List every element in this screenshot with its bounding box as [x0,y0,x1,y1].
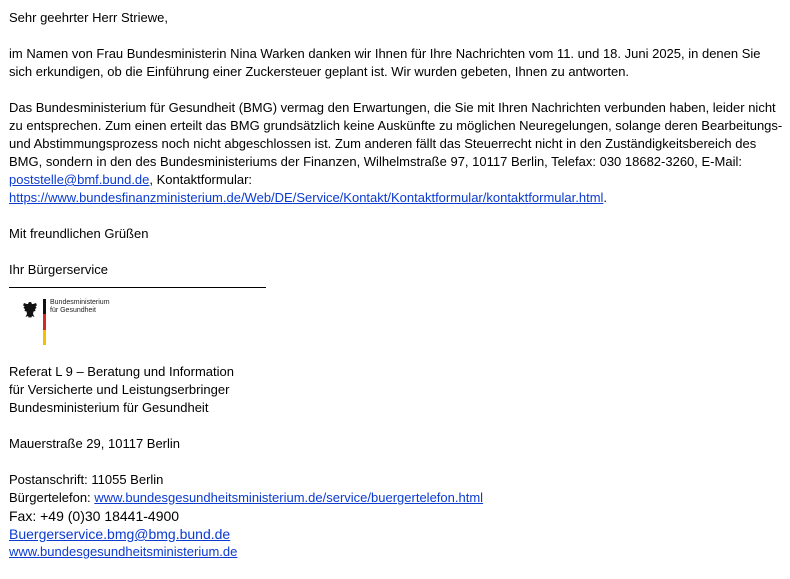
contact-form-link[interactable]: https://www.bundesfinanzministerium.de/Web/DE/Service/Kontakt/Kontaktformular/kontaktformular.html [9,190,604,205]
ministry-website-link[interactable]: www.bundesgesundheitsministerium.de [9,544,238,559]
flag-gold [43,330,46,345]
fax-number: Fax: +49 (0)30 18441-4900 [9,508,180,524]
department-subtitle: für Versicherte und Leistungserbringer [9,382,230,397]
citizen-phone [9,489,785,507]
citizen-service-email [9,525,785,543]
street-address: Mauerstraße 29, 10117 Berlin [9,436,181,451]
footer-spacer [9,453,785,471]
citizen-phone-label: Bürgertelefon: [9,490,95,505]
logo-text [50,299,110,315]
paragraph-response [9,99,785,207]
ministry-website [9,543,785,561]
flag-red [43,314,46,330]
closing: Mit freundlichen Grüßen [9,226,149,241]
paragraph-response-end: . [603,190,608,205]
message-text [9,0,785,279]
citizen-service-email-link[interactable]: Buergerservice.bmg@bmg.bund.de [9,526,231,542]
federal-eagle-icon [22,301,38,319]
bmf-email-link[interactable]: poststelle@bmf.bund.de [9,172,150,187]
ministry-logo [22,299,132,345]
paragraph-thanks: im Namen von Frau Bundesministerin Nina Warken danken wir Ihnen für Ihre Nachrichten vom 11. und 18. Juni 2025, in denen Sie sich erkundigen, ob die Einführung einer Zuckersteuer geplant ist. Wir wurden gebeten, Ihnen zu antworten. [9,46,761,79]
email-body [9,0,785,561]
postal-address: Postanschrift: 11055 Berlin [9,472,164,487]
signature: Ihr Bürgerservice [9,262,108,277]
salutation: Sehr geehrter Herr Striewe, [9,10,168,25]
ministry-name: Bundesministerium für Gesundheit [9,400,209,415]
flag-black [43,299,46,314]
citizen-phone-link[interactable]: www.bundesgesundheitsministerium.de/service/buergertelefon.html [94,490,484,505]
department-name: Referat L 9 – Beratung und Information [9,364,234,379]
logo-line-2: für Gesundheit [50,307,96,314]
paragraph-response-mid: , Kontaktformular: [149,172,253,187]
signature-divider [9,287,266,288]
contact-footer [9,363,785,561]
paragraph-response-text: Das Bundesministerium für Gesundheit (BMG) vermag den Erwartungen, die Sie mit Ihren Nachrichten verbunden haben, leider nicht zu entsprechen. Zum einen erteilt das BMG grundsätzlich keine Auskünfte zu möglichen Neuregelungen, solange deren Bearbeitungs- und Abstimmungsprozess noch nicht abgeschlossen ist. Zum anderen fällt das Steuerrecht nicht in den Zuständigkeitsbereich des BMG, sondern in den des Bundesministeriums der Finanzen, Wilhelmstraße 97, 10117 Berlin, Telefax: 030 18682-3260, E-Mail: [9,100,783,169]
german-flag-stripe [43,299,46,345]
footer-spacer [9,417,785,435]
logo-line-1: Bundesministerium [50,299,110,306]
